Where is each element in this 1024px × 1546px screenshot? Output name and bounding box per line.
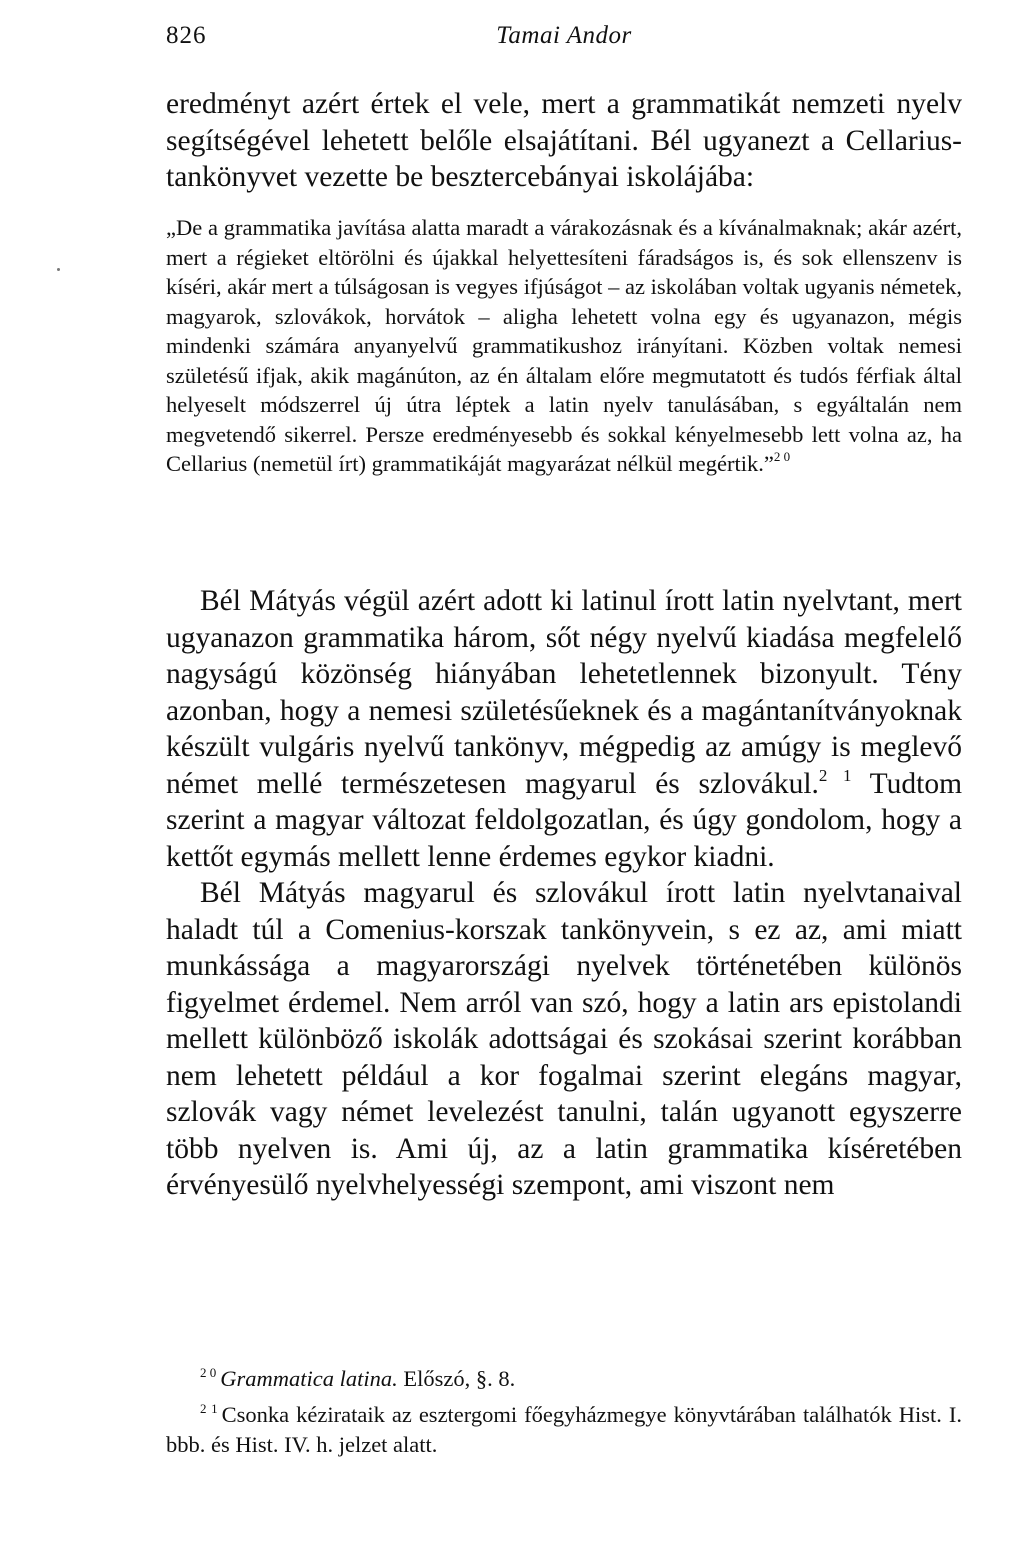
block-quote	[166, 213, 962, 479]
footnote-title: Grammatica latina.	[220, 1366, 398, 1391]
footnote-number: 2 1	[200, 1401, 218, 1416]
running-head: Tamai Andor	[496, 22, 632, 49]
body-text	[166, 583, 962, 1204]
footnote-text: Előszó, §. 8.	[397, 1366, 516, 1391]
footnote-20	[166, 1358, 962, 1394]
intro-paragraph-block	[166, 86, 962, 196]
footnote-ref-21: 2 1	[818, 765, 852, 785]
footnote-number: 2 0	[200, 1365, 217, 1380]
quote-text: „De a grammatika javítása alatta maradt a várakozásnak és a kívánalmaknak; akár azért, mert a régieket eltörölni és újakkal helyettesíteni fáradságos is, és sok ellenszenv is kíséri, akár mert a túlságosan is vegyes ifjúságot – az iskolában voltak ugyanis németek, magyarok, szlovákok, horvátok – aligha lehetett volna egy és ugyanazon, mégis mindenki számára anyanyelvű grammatikushoz irányítani. Közben voltak nemesi születésű ifjak, akik magánúton, az én általam előre megmutatott és tudós férfiak által helyeselt módszerrel új útra léptek a latin nyelv tanulásában, s egyáltalán nem megvetendő sikerrel. Persze eredményesebb és sokkal kényelmesebb lett volna az, ha Cellarius (nemetül írt) grammatikáját magyarázat nélkül megértik.”	[166, 215, 962, 476]
footnote-21	[166, 1394, 962, 1460]
paragraph-2	[166, 583, 962, 875]
page-header	[166, 22, 962, 56]
footnote-text: Csonka kézirataik az esztergomi főegyházmegye könyvtárában találhatók Hist. I. bbb. és Hist. IV. h. jelzet alatt.	[166, 1402, 962, 1457]
footnotes	[166, 1358, 962, 1460]
paragraph-3: Bél Mátyás magyarul és szlovákul írott latin nyelvtanaival haladt túl a Comenius-korszak tankönyvein, s ez az, ami miatt munkássága a magyarországi nyelvek történetében különös figyelmet érdemel. Nem arról van szó, hogy a latin ars epistolandi mellett különböző iskolák adottságai és szokásai szerint korábban nem lehetett például a kor fogalmai szerint elegáns magyar, szlovák vagy német levelezést tanulni, talán ugyanott egyszerre több nyelven is. Ami új, az a latin grammatika kíséretében érvényesülő nyelvhelyességi szempont, ami viszont nem	[166, 877, 962, 1201]
footnote-ref-20: 2 0	[773, 449, 791, 464]
paragraph-2-text-b: Tudtom szerint a magyar változat feldolgozatlan, és úgy gondolom, hogy a kettőt egymás mellett lenne érdemes egykor kiadni.	[166, 767, 963, 873]
intro-paragraph: eredményt azért értek el vele, mert a grammatikát nemzeti nyelv segítségével lehetett belőle elsajátítani. Bél ugyanezt a Cellarius-tankönyvet vezette be besztercebányai iskolájába:	[166, 88, 962, 193]
stray-mark	[57, 268, 60, 271]
paragraph-2-text-a: Bél Mátyás végül azért adott ki latinul írott latin nyelvtant, mert ugyanazon grammatika három, sőt négy nyelvű kiadása megfelelő nagyságú közönség hiányában lehetetlennek bizonyult. Tény azonban, hogy a nemesi születésűeknek és a magántanítványoknak készült vulgáris nyelvű tankönyv, mégpedig az amúgy is meglevő német mellé természetesen magyarul és szlovákul.	[166, 585, 962, 800]
page-number: 826	[166, 22, 207, 49]
